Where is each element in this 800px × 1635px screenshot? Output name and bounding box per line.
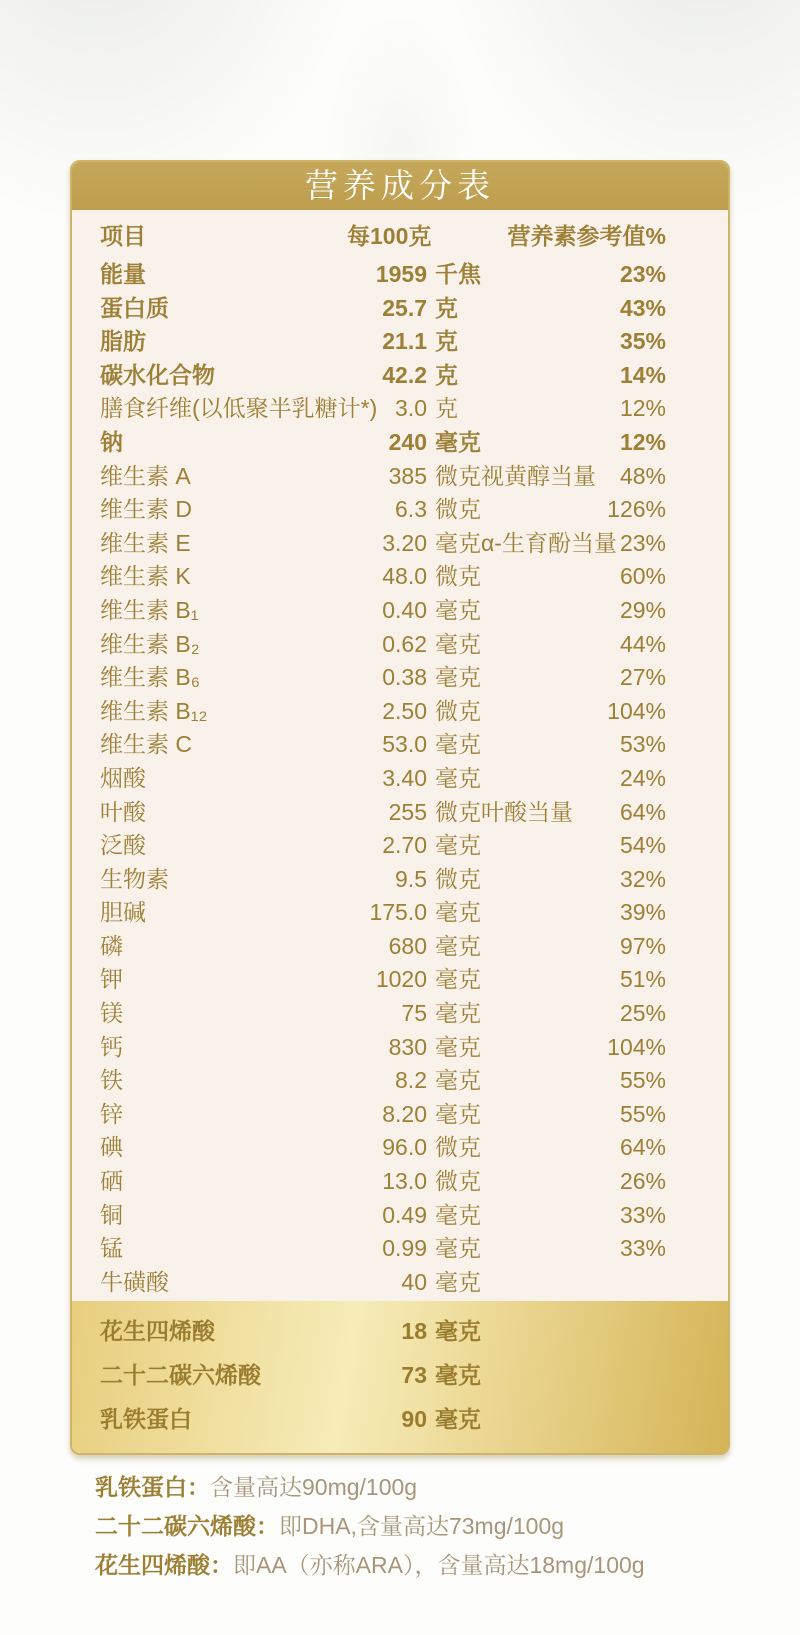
amount-value: 3.0 — [395, 395, 427, 422]
amount-value: 90 — [401, 1406, 427, 1433]
nutrient-name: 胆碱 — [100, 899, 146, 926]
nutrient-name: 碳水化合物 — [100, 361, 215, 388]
nutrient-name: 能量 — [100, 261, 146, 287]
table-row — [72, 460, 728, 494]
nutrient-name: 二十二碳六烯酸 — [100, 1362, 261, 1389]
table-row — [72, 695, 728, 729]
amount-value: 1959 — [375, 261, 427, 287]
amount-unit: 毫克 — [435, 832, 481, 859]
nutrient-name: 锌 — [100, 1100, 123, 1127]
amount-unit: 毫克 — [435, 1406, 481, 1433]
nutrient-name: 维生素 C — [100, 731, 192, 758]
amount-value: 1020 — [375, 966, 427, 993]
amount-unit: 微克 — [435, 865, 481, 892]
footnote-line — [95, 1546, 735, 1585]
nutrition-facts-card — [70, 160, 730, 1455]
nrv-value: 64% — [619, 1134, 666, 1161]
amount-value: 680 — [388, 932, 427, 959]
amount-unit: 微克 — [435, 563, 481, 590]
amount-value: 385 — [388, 462, 427, 489]
table-row — [72, 963, 728, 997]
nrv-value: 55% — [619, 1100, 666, 1127]
nrv-value: 35% — [619, 328, 666, 355]
nutrient-name: 蛋白质 — [100, 294, 169, 321]
nutrient-name: 铜 — [100, 1201, 123, 1228]
nrv-value: 12% — [619, 395, 666, 422]
nutrient-name: 维生素 D — [100, 496, 192, 523]
nutrient-name: 维生素 E — [100, 529, 191, 556]
nutrient-name: 叶酸 — [100, 798, 146, 825]
nutrient-name: 钙 — [100, 1033, 123, 1060]
amount-unit: 毫克 — [435, 1100, 481, 1127]
amount-unit: 毫克 — [435, 1000, 481, 1027]
table-header-row — [72, 214, 728, 258]
table-row — [72, 796, 728, 830]
table-row — [72, 1266, 728, 1300]
table-row — [72, 628, 728, 662]
amount-value: 8.20 — [382, 1100, 427, 1127]
nutrient-name: 乳铁蛋白 — [100, 1406, 192, 1433]
amount-unit: 毫克 — [435, 932, 481, 959]
amount-value: 830 — [388, 1033, 427, 1060]
nrv-value: 44% — [619, 630, 666, 657]
nutrient-name: 维生素 K — [100, 563, 191, 590]
column-header-nrv: 营养素参考值% — [507, 223, 666, 249]
footnotes — [95, 1468, 735, 1585]
table-row — [72, 1309, 728, 1353]
column-header-item: 项目 — [100, 223, 146, 249]
table-row — [72, 1353, 728, 1397]
amount-value: 3.40 — [382, 764, 427, 791]
amount-unit: 毫克 — [435, 1067, 481, 1094]
table-row — [72, 392, 728, 426]
nutrient-name: 烟酸 — [100, 764, 146, 791]
nrv-value: 27% — [619, 664, 666, 691]
column-header-per-100g: 每100克 — [347, 223, 432, 249]
nutrient-name: 磷 — [100, 932, 123, 959]
nutrient-name: 花生四烯酸 — [100, 1318, 215, 1345]
amount-value: 75 — [401, 1000, 427, 1027]
footnote-line — [95, 1507, 735, 1546]
nutrient-name: 脂肪 — [100, 328, 146, 355]
amount-value: 73 — [401, 1362, 427, 1389]
nrv-value: 126% — [607, 496, 666, 523]
amount-value: 9.5 — [395, 865, 427, 892]
amount-unit: 毫克 — [435, 630, 481, 657]
amount-value: 255 — [388, 798, 427, 825]
nutrient-name: 维生素 B₆ — [100, 664, 201, 691]
nutrient-name: 维生素 B₁ — [100, 596, 199, 623]
nutrient-name: 钠 — [100, 428, 123, 455]
amount-value: 0.62 — [382, 630, 427, 657]
table-row — [72, 1397, 728, 1441]
amount-value: 2.70 — [382, 832, 427, 859]
footnote-label: 乳铁蛋白： — [95, 1474, 210, 1500]
amount-value: 6.3 — [395, 496, 427, 523]
nrv-value: 48% — [619, 462, 666, 489]
amount-value: 0.49 — [382, 1201, 427, 1228]
table-row — [72, 930, 728, 964]
amount-unit: 微克 — [435, 1168, 481, 1195]
table-row — [72, 493, 728, 527]
highlight-section — [72, 1301, 728, 1453]
table-row — [72, 728, 728, 762]
amount-value: 53.0 — [382, 731, 427, 758]
nrv-value: 104% — [607, 697, 666, 724]
amount-unit: 克 — [435, 294, 458, 321]
nrv-value: 55% — [619, 1067, 666, 1094]
nrv-value: 53% — [619, 731, 666, 758]
table-row — [72, 1031, 728, 1065]
nrv-value: 26% — [619, 1168, 666, 1195]
amount-unit: 千焦 — [435, 261, 481, 287]
footnote-text: 即DHA,含量高达73mg/100g — [279, 1513, 565, 1539]
amount-unit: 毫克 — [435, 899, 481, 926]
amount-value: 8.2 — [395, 1067, 427, 1094]
footnote-text: 含量高达90mg/100g — [210, 1474, 418, 1500]
nrv-value: 24% — [619, 764, 666, 791]
nrv-value: 25% — [619, 1000, 666, 1027]
nutrient-rows — [72, 258, 728, 1299]
table-row — [72, 829, 728, 863]
nrv-value: 29% — [619, 596, 666, 623]
amount-unit: 毫克 — [435, 1268, 481, 1295]
amount-value: 48.0 — [382, 563, 427, 590]
table-row — [72, 863, 728, 897]
table-row — [72, 1199, 728, 1233]
nrv-value: 104% — [607, 1033, 666, 1060]
nutrient-name: 生物素 — [100, 865, 169, 892]
amount-unit: 微克视黄醇当量 — [435, 462, 596, 489]
amount-value: 42.2 — [382, 361, 427, 388]
amount-value: 0.38 — [382, 664, 427, 691]
footnote-line — [95, 1468, 735, 1507]
nrv-value: 54% — [619, 832, 666, 859]
nrv-value: 23% — [619, 529, 666, 556]
amount-unit: 毫克 — [435, 966, 481, 993]
nrv-value: 23% — [619, 261, 666, 287]
nutrient-name: 维生素 A — [100, 462, 191, 489]
nrv-value: 43% — [619, 294, 666, 321]
footnote-label: 二十二碳六烯酸： — [95, 1513, 279, 1539]
nutrition-table — [72, 210, 728, 1453]
nrv-value: 14% — [619, 361, 666, 388]
amount-unit: 克 — [435, 395, 458, 422]
amount-unit: 微克叶酸当量 — [435, 798, 573, 825]
table-row — [72, 292, 728, 326]
nutrient-name: 碘 — [100, 1134, 123, 1161]
table-row — [72, 1064, 728, 1098]
amount-value: 3.20 — [382, 529, 427, 556]
amount-value: 240 — [388, 428, 427, 455]
nrv-value: 12% — [619, 428, 666, 455]
amount-unit: 克 — [435, 328, 458, 355]
amount-unit: 毫克 — [435, 1362, 481, 1389]
nrv-value: 39% — [619, 899, 666, 926]
table-row — [72, 325, 728, 359]
nutrient-name: 镁 — [100, 1000, 123, 1027]
table-row — [72, 1232, 728, 1266]
nrv-value: 33% — [619, 1201, 666, 1228]
amount-unit: 毫克 — [435, 1235, 481, 1262]
nutrient-name: 锰 — [100, 1235, 123, 1262]
amount-unit: 毫克 — [435, 1318, 481, 1345]
nutrient-name: 膳食纤维(以低聚半乳糖计*) — [100, 395, 378, 422]
amount-value: 18 — [401, 1318, 427, 1345]
nrv-value: 32% — [619, 865, 666, 892]
footnote-text: 即AA（亦称ARA），含量高达18mg/100g — [233, 1552, 645, 1578]
table-row — [72, 594, 728, 628]
table-row — [72, 762, 728, 796]
amount-unit: 微克 — [435, 1134, 481, 1161]
amount-value: 25.7 — [382, 294, 427, 321]
nutrient-name: 硒 — [100, 1168, 123, 1195]
nrv-value: 33% — [619, 1235, 666, 1262]
table-row — [72, 997, 728, 1031]
amount-unit: 毫克 — [435, 731, 481, 758]
amount-unit: 微克 — [435, 496, 481, 523]
nutrition-table-title: 营养成分表 — [72, 162, 728, 210]
table-row — [72, 527, 728, 561]
amount-unit: 毫克 — [435, 428, 481, 455]
nutrient-name: 钾 — [100, 966, 123, 993]
nrv-value: 97% — [619, 932, 666, 959]
table-row — [72, 258, 728, 292]
amount-unit: 毫克 — [435, 1033, 481, 1060]
amount-value: 175.0 — [369, 899, 427, 926]
table-row — [72, 661, 728, 695]
amount-unit: 微克 — [435, 697, 481, 724]
table-row — [72, 896, 728, 930]
table-row — [72, 426, 728, 460]
amount-unit: 克 — [435, 361, 458, 388]
table-row — [72, 560, 728, 594]
nutrient-name: 牛磺酸 — [100, 1268, 169, 1295]
amount-unit: 毫克 — [435, 664, 481, 691]
amount-unit: 毫克 — [435, 764, 481, 791]
table-row — [72, 1165, 728, 1199]
nutrient-name: 维生素 B₂ — [100, 630, 200, 657]
table-row — [72, 1131, 728, 1165]
amount-value: 0.99 — [382, 1235, 427, 1262]
nutrient-name: 铁 — [100, 1067, 123, 1094]
footnote-label: 花生四烯酸： — [95, 1552, 233, 1578]
amount-unit: 毫克 — [435, 596, 481, 623]
amount-unit: 毫克α-生育酚当量 — [435, 529, 617, 556]
table-row — [72, 359, 728, 393]
nutrient-name: 维生素 B₁₂ — [100, 697, 208, 724]
amount-value: 0.40 — [382, 596, 427, 623]
amount-value: 40 — [401, 1268, 427, 1295]
amount-value: 13.0 — [382, 1168, 427, 1195]
nrv-value: 64% — [619, 798, 666, 825]
amount-value: 21.1 — [382, 328, 427, 355]
table-row — [72, 1098, 728, 1132]
amount-value: 2.50 — [382, 697, 427, 724]
amount-unit: 毫克 — [435, 1201, 481, 1228]
nrv-value: 60% — [619, 563, 666, 590]
amount-value: 96.0 — [382, 1134, 427, 1161]
nutrient-name: 泛酸 — [100, 832, 146, 859]
nrv-value: 51% — [619, 966, 666, 993]
